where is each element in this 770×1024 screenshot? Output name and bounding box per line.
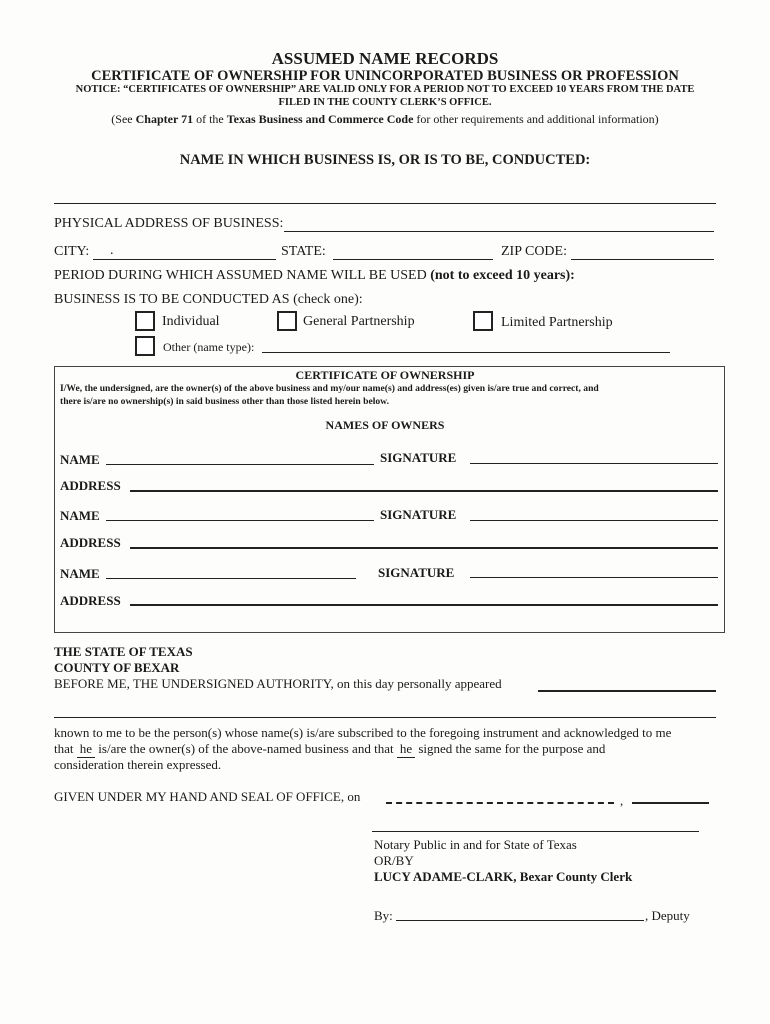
ack-pronoun-field-1[interactable] [77,741,95,758]
ack-pronoun-1: he [79,741,93,756]
acknowledgment-line2 [54,741,605,758]
ack-pronoun-2: he [399,741,413,756]
period-note: (not to exceed 10 years): [430,268,575,283]
city-label: CITY: [54,244,90,259]
state-label: STATE: [281,244,326,259]
owner2-address-label: ADDRESS [60,535,121,550]
validity-notice-line1: NOTICE: “CERTIFICATES OF OWNERSHIP” ARE VALID ONLY FOR A PERIOD NOT TO EXCEED 10 YEARS FROM THE DATE [75,84,695,95]
owner3-address-label: ADDRESS [60,593,121,608]
county-clerk-name: LUCY ADAME-CLARK, Bexar County Clerk [374,869,633,884]
ack-signed-text: signed the same for the purpose and [418,741,606,756]
owner3-name-field[interactable] [106,578,356,579]
owner3-name-label: NAME [60,566,100,581]
acknowledgment-line1: known to me to be the person(s) whose name(s) is/are subscribed to the foregoing instrument and acknowledged to me [54,725,672,740]
deputy-signature-field[interactable] [396,920,644,921]
general-partnership-option-label: General Partnership [303,314,415,329]
individual-checkbox[interactable] [135,311,155,331]
state-of-texas: THE STATE OF TEXAS [54,644,193,659]
given-date-comma: , [620,793,624,808]
owner3-signature-label: SIGNATURE [378,565,455,580]
zip-code-label: ZIP CODE: [501,244,567,259]
owner2-name-field[interactable] [106,520,374,521]
certificate-statement-line1: I/We, the undersigned, are the owner(s) of the above business and my/our name(s) and address(es) given is/are true and correct, and [60,383,599,394]
owner2-name-label: NAME [60,508,100,523]
acknowledgment-line3: consideration therein expressed. [54,757,222,772]
other-option-label: Other (name type): [163,340,255,354]
owner2-signature-field[interactable] [470,520,718,521]
zip-code-field[interactable] [571,259,714,260]
county-of-bexar: COUNTY OF BEXAR [54,660,180,675]
physical-address-field[interactable] [284,231,714,232]
ack-owner-text: is/are the owner(s) of the above-named business and that [98,741,394,756]
statute-code: Texas Business and Commerce Code [226,112,414,126]
limited-partnership-option-label: Limited Partnership [501,315,613,330]
names-of-owners-heading: NAMES OF OWNERS [325,418,445,432]
period-label [54,268,575,284]
city-value: . [110,243,114,258]
physical-address-label: PHYSICAL ADDRESS OF BUSINESS: [54,216,284,231]
owner3-address-field[interactable] [130,604,718,606]
business-name-heading: NAME IN WHICH BUSINESS IS, OR IS TO BE, CONDUCTED: [179,152,591,168]
ack-that: that [54,741,74,756]
given-year-field[interactable] [632,802,709,804]
conducted-as-label: BUSINESS IS TO BE CONDUCTED AS (check one): [54,292,363,307]
notary-signature-field[interactable] [372,831,699,832]
appeared-person-field[interactable] [538,690,716,692]
period-label-text: PERIOD DURING WHICH ASSUMED NAME WILL BE USED [54,268,431,283]
ack-pronoun-field-2[interactable] [397,741,415,758]
city-field[interactable] [93,259,276,260]
owner1-name-label: NAME [60,452,100,467]
owner1-address-label: ADDRESS [60,478,121,493]
owner3-signature-field[interactable] [470,577,718,578]
limited-partnership-checkbox[interactable] [473,311,493,331]
owner1-address-field[interactable] [130,490,718,492]
statute-suffix: for other requirements and additional information) [413,112,659,126]
notary-public-line: Notary Public in and for State of Texas [374,837,577,852]
state-field[interactable] [333,259,493,260]
owner1-name-field[interactable] [106,464,374,465]
owner1-signature-field[interactable] [470,463,718,464]
deputy-label: , Deputy [645,908,690,923]
statute-reference [0,112,770,127]
certificate-heading: CERTIFICATE OF OWNERSHIP [295,368,475,382]
form-title: ASSUMED NAME RECORDS [271,49,499,68]
validity-notice-line2: FILED IN THE COUNTY CLERK’S OFFICE. [278,97,492,108]
general-partnership-checkbox[interactable] [277,311,297,331]
before-me-statement: BEFORE ME, THE UNDERSIGNED AUTHORITY, on this day personally appeared [54,676,502,691]
statute-chapter: Chapter 71 [135,112,194,126]
other-checkbox[interactable] [135,336,155,356]
given-under-hand-label: GIVEN UNDER MY HAND AND SEAL OF OFFICE, on [54,789,361,804]
statute-mid: of the [193,112,227,126]
owner2-address-field[interactable] [130,547,718,549]
business-name-field[interactable] [54,203,716,204]
form-subtitle: CERTIFICATE OF OWNERSHIP FOR UNINCORPORATED BUSINESS OR PROFESSION [91,68,679,84]
owner1-signature-label: SIGNATURE [380,450,457,465]
certificate-statement-line2: there is/are no ownership(s) in said business other than those listed herein below. [60,396,389,407]
individual-option-label: Individual [162,314,220,329]
owner2-signature-label: SIGNATURE [380,507,457,522]
statute-prefix: (See [111,112,136,126]
appeared-person-field-continued[interactable] [54,717,716,718]
given-date-field[interactable] [386,802,614,804]
or-by-label: OR/BY [374,853,414,868]
other-name-type-field[interactable] [262,352,670,353]
by-label: By: [374,908,393,923]
